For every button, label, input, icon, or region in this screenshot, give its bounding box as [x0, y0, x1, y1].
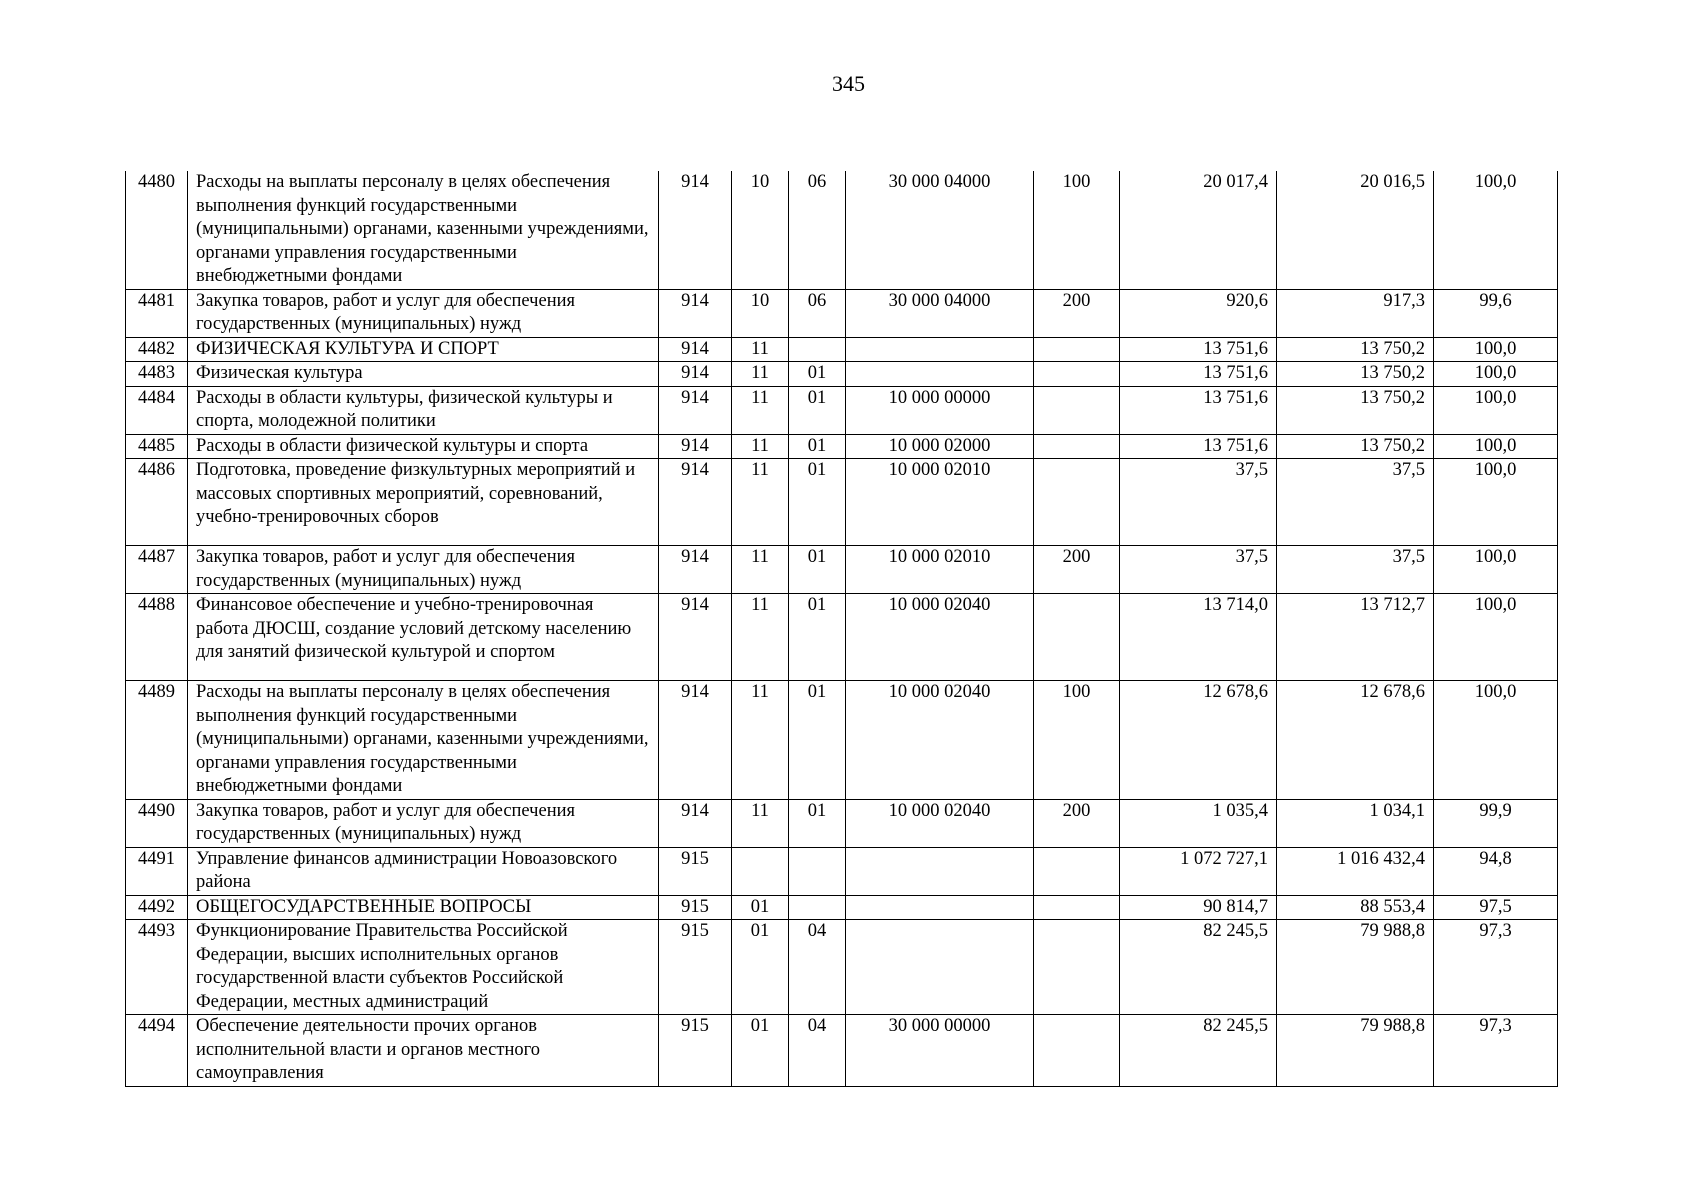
execution-percent-cell: 100,0 — [1434, 594, 1558, 681]
target-article-cell: 10 000 02040 — [846, 594, 1034, 681]
row-number-cell: 4488 — [126, 594, 188, 681]
department-code-cell: 914 — [659, 337, 732, 362]
row-name-cell: ФИЗИЧЕСКАЯ КУЛЬТУРА И СПОРТ — [188, 337, 659, 362]
subsection-code-cell: 01 — [789, 459, 846, 546]
section-code-cell: 11 — [732, 459, 789, 546]
target-article-cell: 10 000 00000 — [846, 386, 1034, 434]
department-code-cell: 915 — [659, 847, 732, 895]
actual-amount-cell: 88 553,4 — [1277, 895, 1434, 920]
row-number-cell: 4483 — [126, 362, 188, 387]
execution-percent-cell: 100,0 — [1434, 386, 1558, 434]
subsection-code-cell: 01 — [789, 799, 846, 847]
planned-amount-cell: 920,6 — [1120, 289, 1277, 337]
row-name-cell: Закупка товаров, работ и услуг для обеспечения государственных (муниципальных) нужд — [188, 546, 659, 594]
row-name-cell: Расходы в области физической культуры и спорта — [188, 434, 659, 459]
department-code-cell: 915 — [659, 1015, 732, 1087]
execution-percent-cell: 100,0 — [1434, 362, 1558, 387]
section-code-cell: 11 — [732, 546, 789, 594]
section-code-cell: 01 — [732, 920, 789, 1015]
table-row — [126, 799, 1558, 847]
expense-type-cell — [1034, 895, 1120, 920]
section-code-cell: 11 — [732, 681, 789, 800]
target-article-cell: 10 000 02010 — [846, 546, 1034, 594]
row-name-cell: Расходы в области культуры, физической культуры и спорта, молодежной политики — [188, 386, 659, 434]
row-number-cell: 4482 — [126, 337, 188, 362]
section-code-cell: 11 — [732, 594, 789, 681]
row-name-cell: Подготовка, проведение физкультурных мероприятий и массовых спортивных мероприятий, соревнований, учебно-тренировочных сборов — [188, 459, 659, 546]
execution-percent-cell: 100,0 — [1434, 459, 1558, 546]
target-article-cell — [846, 362, 1034, 387]
row-name-cell: Расходы на выплаты персоналу в целях обеспечения выполнения функций государственными (муниципальными) органами, казенными учреждениями, органами управления государственными внебюджетными фондами — [188, 681, 659, 800]
row-number-cell: 4491 — [126, 847, 188, 895]
expense-type-cell — [1034, 1015, 1120, 1087]
department-code-cell: 914 — [659, 386, 732, 434]
planned-amount-cell: 1 035,4 — [1120, 799, 1277, 847]
actual-amount-cell: 79 988,8 — [1277, 1015, 1434, 1087]
table-row — [126, 594, 1558, 681]
department-code-cell: 914 — [659, 171, 732, 289]
row-name-cell: Физическая культура — [188, 362, 659, 387]
execution-percent-cell: 100,0 — [1434, 546, 1558, 594]
department-code-cell: 914 — [659, 546, 732, 594]
table-body — [126, 171, 1558, 1086]
department-code-cell: 914 — [659, 681, 732, 800]
actual-amount-cell: 20 016,5 — [1277, 171, 1434, 289]
planned-amount-cell: 13 751,6 — [1120, 362, 1277, 387]
section-code-cell: 10 — [732, 171, 789, 289]
row-number-cell: 4494 — [126, 1015, 188, 1087]
row-number-cell: 4484 — [126, 386, 188, 434]
expense-type-cell: 200 — [1034, 546, 1120, 594]
row-name-cell: Функционирование Правительства Российской Федерации, высших исполнительных органов государственной власти субъектов Российской Федерации, местных администраций — [188, 920, 659, 1015]
section-code-cell: 01 — [732, 1015, 789, 1087]
row-name-cell: Управление финансов администрации Новоазовского района — [188, 847, 659, 895]
subsection-code-cell: 04 — [789, 1015, 846, 1087]
department-code-cell: 915 — [659, 920, 732, 1015]
planned-amount-cell: 13 751,6 — [1120, 434, 1277, 459]
expense-type-cell: 200 — [1034, 289, 1120, 337]
expense-type-cell — [1034, 459, 1120, 546]
subsection-code-cell — [789, 895, 846, 920]
row-number-cell: 4486 — [126, 459, 188, 546]
expense-type-cell — [1034, 362, 1120, 387]
expense-type-cell — [1034, 337, 1120, 362]
table-row — [126, 386, 1558, 434]
actual-amount-cell: 13 750,2 — [1277, 386, 1434, 434]
table-row — [126, 337, 1558, 362]
table-row — [126, 434, 1558, 459]
row-name-cell: Закупка товаров, работ и услуг для обеспечения государственных (муниципальных) нужд — [188, 289, 659, 337]
target-article-cell: 10 000 02010 — [846, 459, 1034, 546]
row-number-cell: 4489 — [126, 681, 188, 800]
target-article-cell: 10 000 02040 — [846, 799, 1034, 847]
subsection-code-cell: 01 — [789, 362, 846, 387]
expense-type-cell: 100 — [1034, 681, 1120, 800]
planned-amount-cell: 13 714,0 — [1120, 594, 1277, 681]
planned-amount-cell: 37,5 — [1120, 459, 1277, 546]
page-number: 345 — [832, 71, 865, 96]
table-row — [126, 1015, 1558, 1087]
expense-type-cell — [1034, 920, 1120, 1015]
department-code-cell: 914 — [659, 434, 732, 459]
department-code-cell: 915 — [659, 895, 732, 920]
actual-amount-cell: 37,5 — [1277, 546, 1434, 594]
section-code-cell: 11 — [732, 434, 789, 459]
target-article-cell: 10 000 02000 — [846, 434, 1034, 459]
subsection-code-cell: 01 — [789, 594, 846, 681]
actual-amount-cell: 79 988,8 — [1277, 920, 1434, 1015]
execution-percent-cell: 100,0 — [1434, 171, 1558, 289]
row-name-cell: ОБЩЕГОСУДАРСТВЕННЫЕ ВОПРОСЫ — [188, 895, 659, 920]
section-code-cell: 11 — [732, 362, 789, 387]
target-article-cell: 30 000 00000 — [846, 1015, 1034, 1087]
execution-percent-cell: 97,3 — [1434, 1015, 1558, 1087]
section-code-cell: 01 — [732, 895, 789, 920]
table-row — [126, 681, 1558, 800]
target-article-cell — [846, 920, 1034, 1015]
planned-amount-cell: 37,5 — [1120, 546, 1277, 594]
section-code-cell: 11 — [732, 337, 789, 362]
actual-amount-cell: 13 750,2 — [1277, 434, 1434, 459]
section-code-cell: 11 — [732, 799, 789, 847]
planned-amount-cell: 82 245,5 — [1120, 1015, 1277, 1087]
planned-amount-cell: 13 751,6 — [1120, 386, 1277, 434]
target-article-cell — [846, 847, 1034, 895]
expense-type-cell — [1034, 847, 1120, 895]
row-name-cell: Финансовое обеспечение и учебно-тренировочная работа ДЮСШ, создание условий детскому населению для занятий физической культурой и спортом — [188, 594, 659, 681]
row-number-cell: 4481 — [126, 289, 188, 337]
actual-amount-cell: 1 034,1 — [1277, 799, 1434, 847]
table-row — [126, 920, 1558, 1015]
section-code-cell — [732, 847, 789, 895]
actual-amount-cell: 13 712,7 — [1277, 594, 1434, 681]
section-code-cell: 11 — [732, 386, 789, 434]
subsection-code-cell: 01 — [789, 434, 846, 459]
table-row — [126, 847, 1558, 895]
department-code-cell: 914 — [659, 799, 732, 847]
planned-amount-cell: 12 678,6 — [1120, 681, 1277, 800]
planned-amount-cell: 90 814,7 — [1120, 895, 1277, 920]
execution-percent-cell: 100,0 — [1434, 434, 1558, 459]
table-row — [126, 546, 1558, 594]
execution-percent-cell: 97,5 — [1434, 895, 1558, 920]
department-code-cell: 914 — [659, 289, 732, 337]
expense-type-cell — [1034, 434, 1120, 459]
subsection-code-cell: 04 — [789, 920, 846, 1015]
department-code-cell: 914 — [659, 362, 732, 387]
row-name-cell: Закупка товаров, работ и услуг для обеспечения государственных (муниципальных) нужд — [188, 799, 659, 847]
budget-table — [125, 171, 1558, 1087]
planned-amount-cell: 13 751,6 — [1120, 337, 1277, 362]
planned-amount-cell: 1 072 727,1 — [1120, 847, 1277, 895]
subsection-code-cell: 06 — [789, 289, 846, 337]
row-number-cell: 4480 — [126, 171, 188, 289]
target-article-cell — [846, 337, 1034, 362]
subsection-code-cell: 01 — [789, 386, 846, 434]
row-number-cell: 4490 — [126, 799, 188, 847]
subsection-code-cell: 01 — [789, 681, 846, 800]
department-code-cell: 914 — [659, 459, 732, 546]
subsection-code-cell: 01 — [789, 546, 846, 594]
expense-type-cell: 200 — [1034, 799, 1120, 847]
expense-type-cell — [1034, 594, 1120, 681]
subsection-code-cell — [789, 847, 846, 895]
subsection-code-cell: 06 — [789, 171, 846, 289]
execution-percent-cell: 94,8 — [1434, 847, 1558, 895]
actual-amount-cell: 13 750,2 — [1277, 337, 1434, 362]
department-code-cell: 914 — [659, 594, 732, 681]
table-row — [126, 895, 1558, 920]
expense-type-cell — [1034, 386, 1120, 434]
expense-type-cell: 100 — [1034, 171, 1120, 289]
target-article-cell: 30 000 04000 — [846, 171, 1034, 289]
execution-percent-cell: 100,0 — [1434, 337, 1558, 362]
execution-percent-cell: 97,3 — [1434, 920, 1558, 1015]
subsection-code-cell — [789, 337, 846, 362]
target-article-cell: 10 000 02040 — [846, 681, 1034, 800]
row-name-cell: Обеспечение деятельности прочих органов исполнительной власти и органов местного самоуправления — [188, 1015, 659, 1087]
execution-percent-cell: 99,9 — [1434, 799, 1558, 847]
table-row — [126, 289, 1558, 337]
row-name-cell: Расходы на выплаты персоналу в целях обеспечения выполнения функций государственными (муниципальными) органами, казенными учреждениями, органами управления государственными внебюджетными фондами — [188, 171, 659, 289]
table-row — [126, 171, 1558, 289]
table-row — [126, 459, 1558, 546]
planned-amount-cell: 20 017,4 — [1120, 171, 1277, 289]
row-number-cell: 4492 — [126, 895, 188, 920]
row-number-cell: 4493 — [126, 920, 188, 1015]
execution-percent-cell: 99,6 — [1434, 289, 1558, 337]
actual-amount-cell: 917,3 — [1277, 289, 1434, 337]
execution-percent-cell: 100,0 — [1434, 681, 1558, 800]
actual-amount-cell: 12 678,6 — [1277, 681, 1434, 800]
planned-amount-cell: 82 245,5 — [1120, 920, 1277, 1015]
target-article-cell: 30 000 04000 — [846, 289, 1034, 337]
actual-amount-cell: 13 750,2 — [1277, 362, 1434, 387]
table-row — [126, 362, 1558, 387]
actual-amount-cell: 1 016 432,4 — [1277, 847, 1434, 895]
row-number-cell: 4485 — [126, 434, 188, 459]
row-number-cell: 4487 — [126, 546, 188, 594]
target-article-cell — [846, 895, 1034, 920]
actual-amount-cell: 37,5 — [1277, 459, 1434, 546]
section-code-cell: 10 — [732, 289, 789, 337]
